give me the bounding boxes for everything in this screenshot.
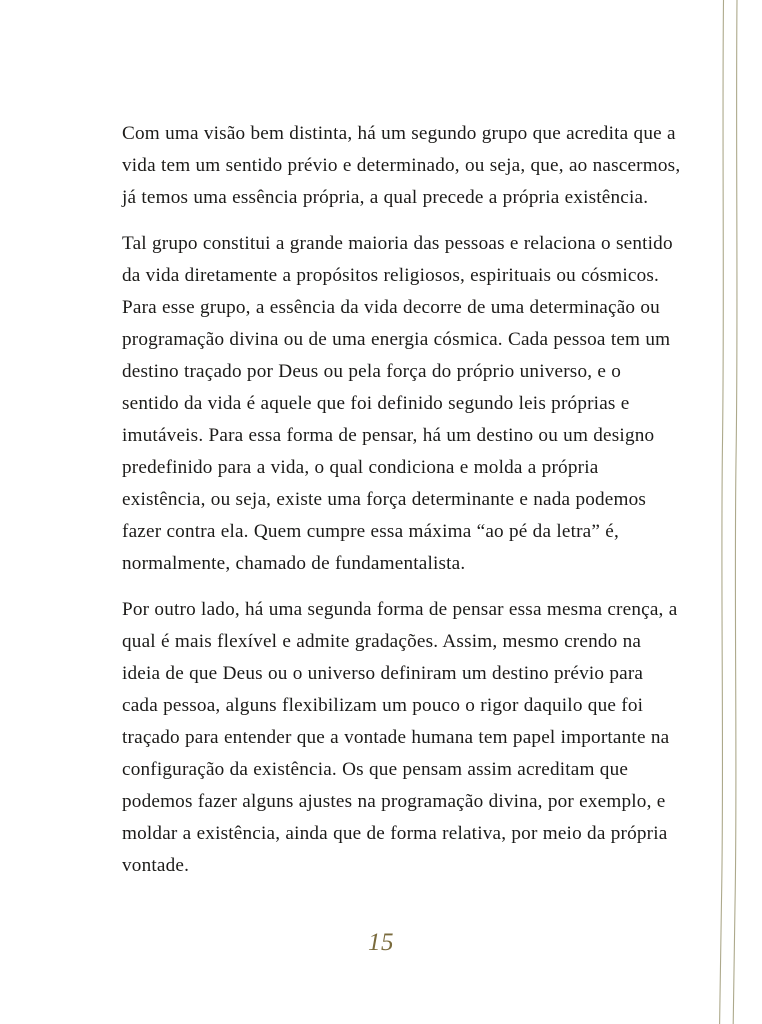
paragraph-1: Com uma visão bem distinta, há um segundo grupo que acredita que a vida tem um sentido prévio e determinado, ou seja, que, ao nascermos, já temos uma essência própria, a qual precede a própria existência. bbox=[122, 123, 681, 208]
decorative-edge-rules bbox=[700, 0, 762, 1024]
page-number: 15 bbox=[368, 929, 394, 956]
paragraph-2: Tal grupo constitui a grande maioria das pessoas e relaciona o sentido da vida diretamente a propósitos religiosos, espirituais ou cósmicos. Para esse grupo, a essência da vida decorre de uma determinação ou programação divina ou de uma energia cósmica. Cada pessoa tem um destino traçado por Deus ou pela força do próprio universo, e o sentido da vida é aquele que foi definido segundo leis próprias e imutáveis. Para essa forma de pensar, há um destino ou um designo predefinido para a vida, o qual condiciona e molda a própria existência, ou seja, existe uma força determinante e nada podemos fazer contra ela. Quem cumpre essa máxima “ao pé da letra” é, normalmente, chamado de fundamentalista. bbox=[122, 233, 673, 574]
page-footer bbox=[0, 930, 762, 955]
paragraph-3: Por outro lado, há uma segunda forma de pensar essa mesma crença, a qual é mais flexível e admite gradações. Assim, mesmo crendo na ideia de que Deus ou o universo definiram um destino prévio para cada pessoa, alguns flexibilizam um pouco o rigor daquilo que foi traçado para entender que a vontade humana tem papel importante na configuração da existência. Os que pensam assim acreditam que podemos fazer alguns ajustes na programação divina, por exemplo, e moldar a existência, ainda que de forma relativa, por meio da própria vontade. bbox=[122, 599, 678, 876]
edge-rule-inner-line bbox=[720, 0, 724, 1024]
body-text-column bbox=[122, 118, 682, 882]
edge-rule-outer-line bbox=[733, 0, 737, 1024]
